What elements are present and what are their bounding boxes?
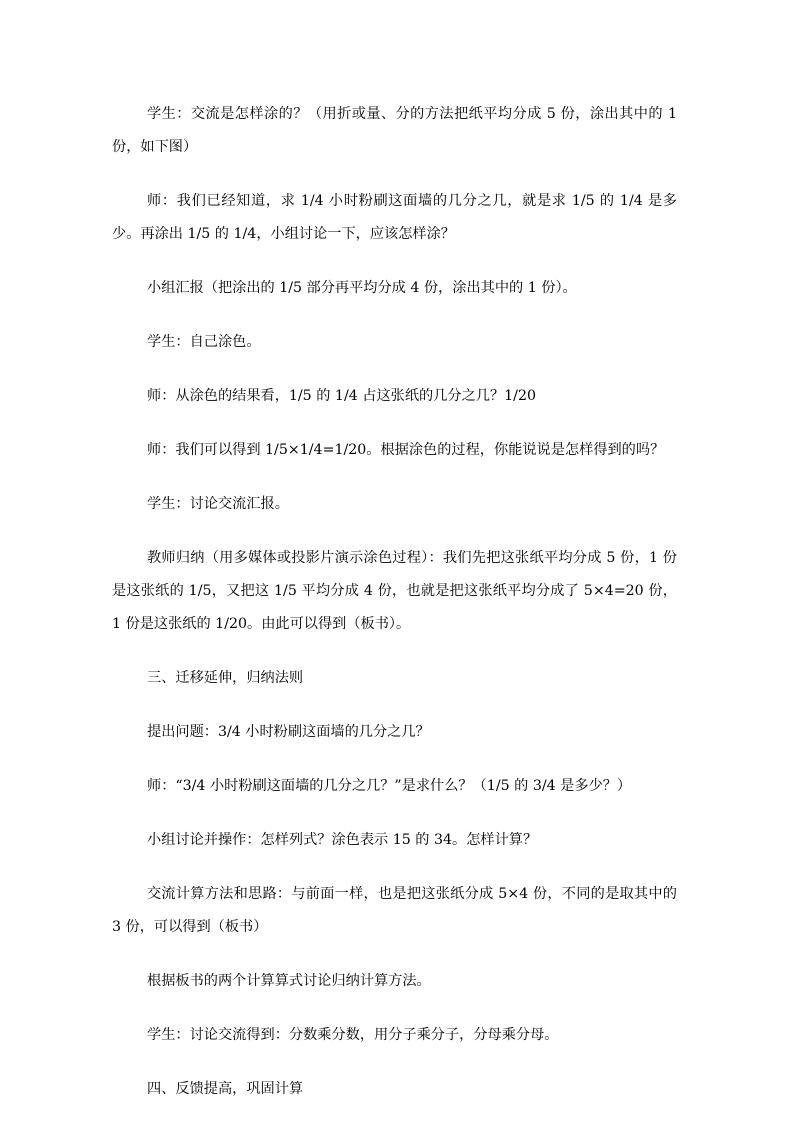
paragraph: 教师归纳（用多媒体或投影片演示涂色过程）：我们先把这张纸平均分成 5 份，1 份是这张纸的 1/5，又把这 1/5 平均分成 4 份，也就是把这张纸平均分成了 5×4=20 份，1 份是这张纸的 1/20。由此可以得到（板书）。 — [112, 550, 677, 632]
paragraph: 学生：自己涂色。 — [147, 334, 261, 350]
paragraph: 小组汇报（把涂出的 1/5 部分再平均分成 4 份，涂出其中的 1 份）。 — [147, 280, 577, 296]
paragraph: 学生：讨论交流汇报。 — [147, 496, 289, 512]
paragraph: 师：我们可以得到 1/5×1/4=1/20。根据涂色的过程，你能说说是怎样得到的吗？ — [147, 442, 665, 458]
paragraph: 提出问题：3/4 小时粉刷这面墙的几分之几？ — [147, 724, 430, 740]
section-heading: 四、反馈提高，巩固计算 — [147, 1081, 304, 1097]
paragraph: 根据板书的两个计算算式讨论归纳计算方法。 — [147, 973, 431, 989]
paragraph: 学生：讨论交流得到：分数乘分数，用分子乘分子，分母乘分母。 — [147, 1027, 559, 1043]
paragraph: 师：从涂色的结果看，1/5 的 1/4 占这张纸的几分之几？1/20 — [147, 388, 536, 404]
section-heading: 三、迁移延伸，归纳法则 — [147, 670, 304, 686]
paragraph: 学生：交流是怎样涂的？（用折或量、分的方法把纸平均分成 5 份，涂出其中的 1 份，如下图） — [112, 106, 677, 155]
paragraph: 交流计算方法和思路：与前面一样，也是把这张纸分成 5×4 份，不同的是取其中的 3 份，可以得到（板书） — [112, 886, 677, 935]
document-body — [112, 98, 677, 1127]
paragraph: 师：“3/4 小时粉刷这面墙的几分之几？”是求什么？（1/5 的 3/4 是多少？） — [147, 778, 632, 794]
paragraph: 师：我们已经知道，求 1/4 小时粉刷这面墙的几分之几，就是求 1/5 的 1/4 是多少。再涂出 1/5 的 1/4，小组讨论一下，应该怎样涂？ — [112, 193, 677, 242]
paragraph: 小组讨论并操作：怎样列式？涂色表示 15 的 34。怎样计算？ — [147, 832, 538, 848]
